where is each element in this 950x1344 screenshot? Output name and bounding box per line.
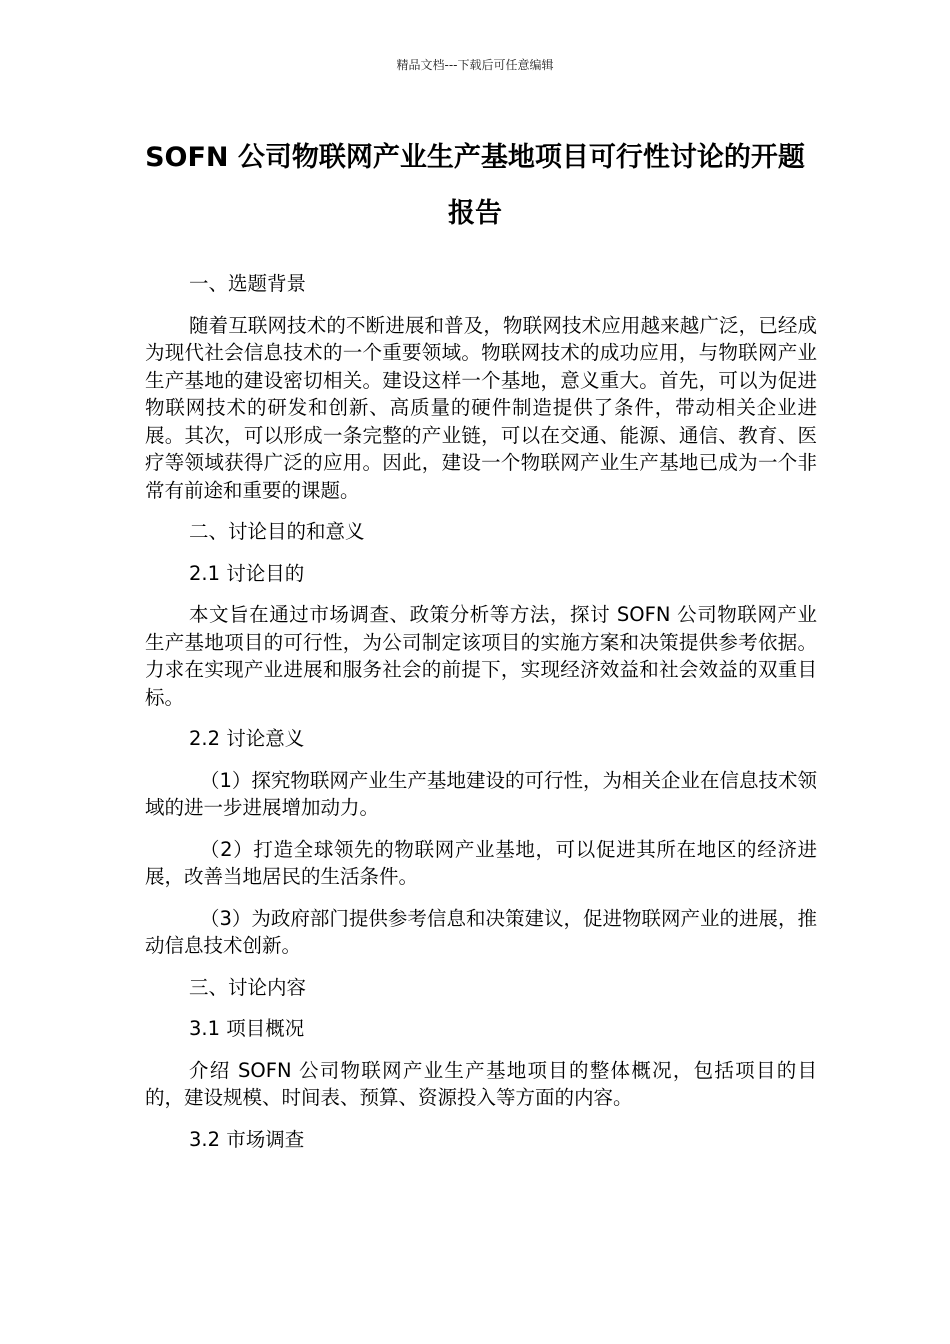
document-body xyxy=(145,270,817,1167)
list-item-significance-2: （2）打造全球领先的物联网产业基地，可以促进其所在地区的经济进展，改善当地居民的生活条件。 xyxy=(145,837,817,888)
section-heading-purpose-significance: 二、讨论目的和意义 xyxy=(189,520,365,543)
subsection-heading-overview: 3.1 项目概况 xyxy=(189,1017,305,1040)
section-heading-background: 一、选题背景 xyxy=(189,272,307,295)
list-item-significance-3: （3）为政府部门提供参考信息和决策建议，促进物联网产业的进展，推动信息技术创新。 xyxy=(145,906,817,957)
paragraph-purpose: 本文旨在通过市场调查、政策分析等方法，探讨 SOFN 公司物联网产业生产基地项目的可行性，为公司制定该项目的实施方案和决策提供参考依据。力求在实现产业进展和服务社会的前提下，实现经济效益和社会效益的双重目标。 xyxy=(145,603,817,709)
paragraph-overview: 介绍 SOFN 公司物联网产业生产基地项目的整体概况，包括项目的目的，建设规模、时间表、预算、资源投入等方面的内容。 xyxy=(145,1058,817,1109)
subsection-heading-purpose: 2.1 讨论目的 xyxy=(189,561,305,585)
section-heading-content: 三、讨论内容 xyxy=(189,975,307,999)
list-item-significance-1: （1）探究物联网产业生产基地建设的可行性，为相关企业在信息技术领域的进一步进展增加动力。 xyxy=(145,768,817,819)
header-note: 精品文档---下载后可任意编辑 xyxy=(396,58,554,72)
paragraph-background: 随着互联网技术的不断进展和普及，物联网技术应用越来越广泛，已经成为现代社会信息技术的一个重要领域。物联网技术的成功应用，与物联网产业生产基地的建设密切相关。建设这样一个基地，意义重大。首先，可以为促进物联网技术的研发和创新、高质量的硬件制造提供了条件，带动相关企业进展。其次，可以形成一条完整的产业链，可以在交通、能源、通信、教育、医疗等领域获得广泛的应用。因此，建设一个物联网产业生产基地已成为一个非常有前途和重要的课题。 xyxy=(145,313,817,502)
subsection-heading-market-survey: 3.2 市场调查 xyxy=(189,1127,305,1151)
subsection-heading-significance: 2.2 讨论意义 xyxy=(189,727,305,750)
document-title: SOFN 公司物联网产业生产基地项目可行性讨论的开题报告 xyxy=(145,142,805,229)
